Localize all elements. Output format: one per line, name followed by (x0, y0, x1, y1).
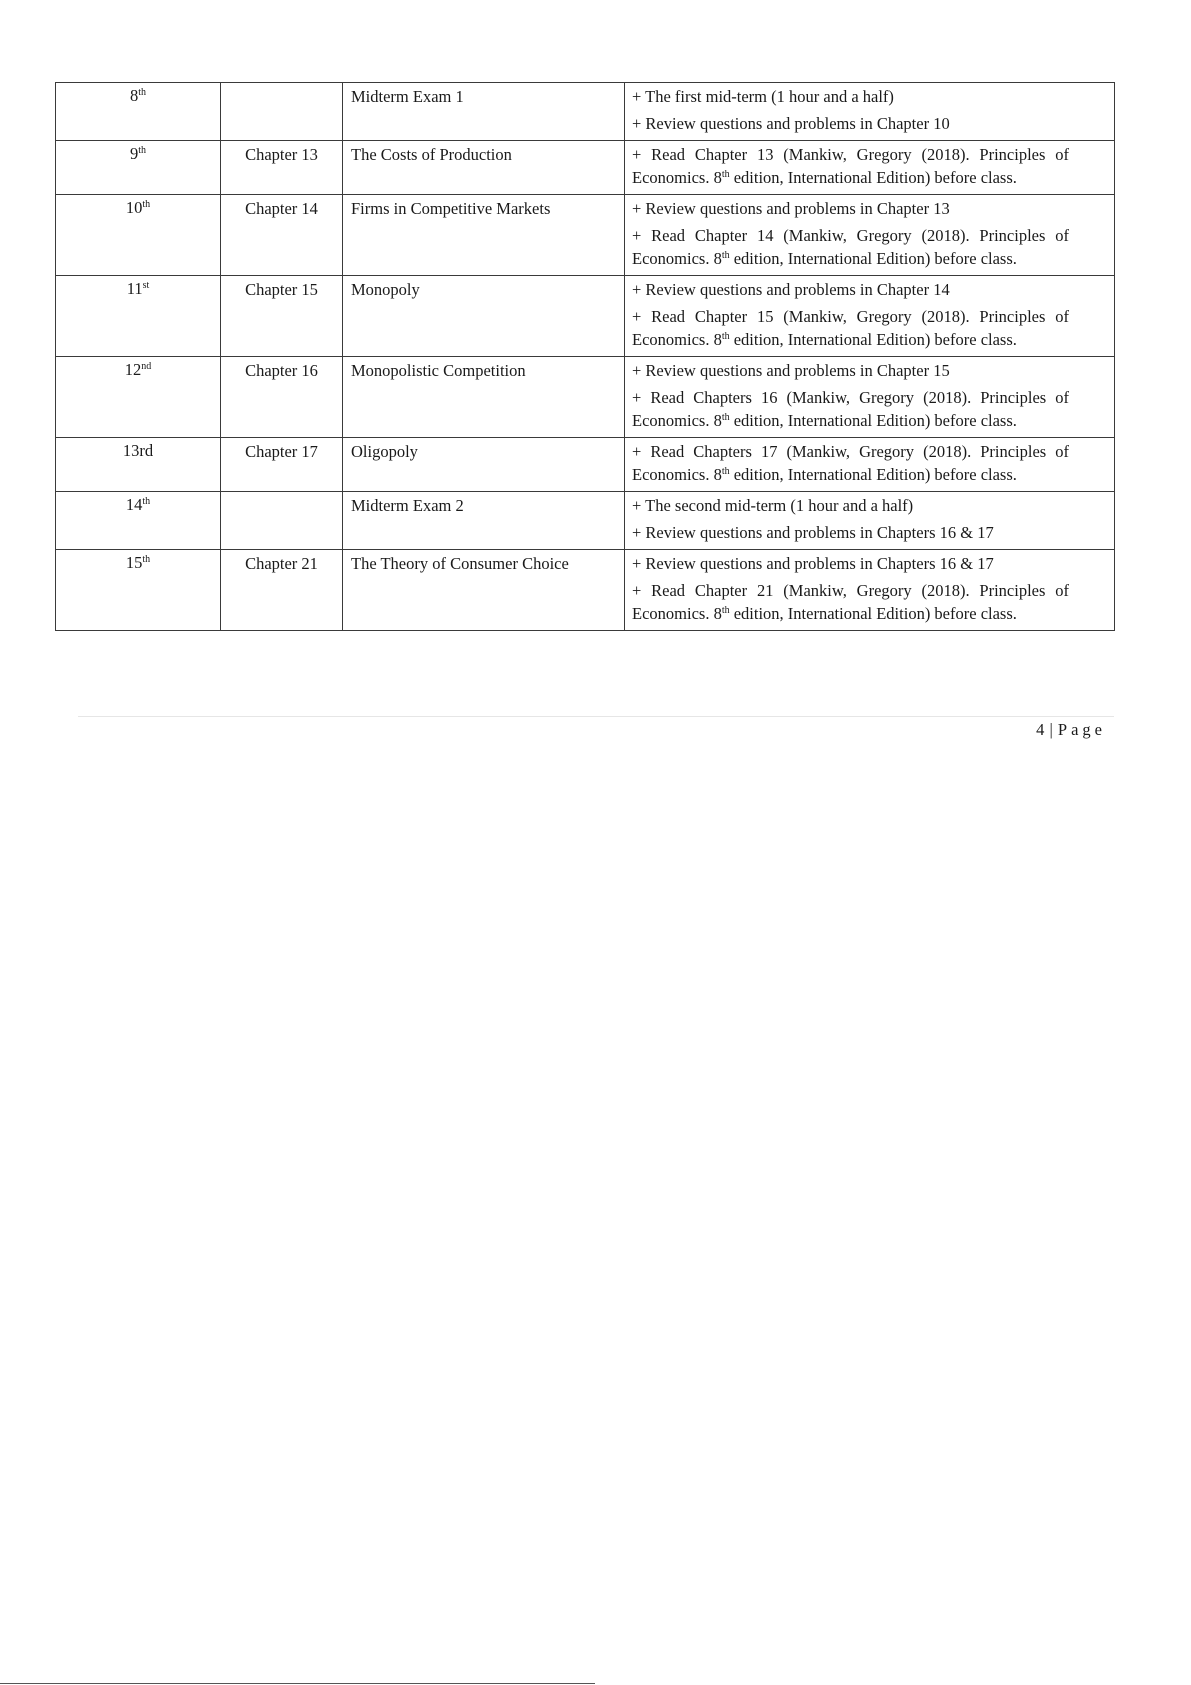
week-number: 11 (126, 279, 143, 298)
notes-cell (625, 83, 1115, 141)
topic-cell: Midterm Exam 1 (343, 83, 625, 141)
note-text: + The first mid-term (1 hour and a half) (632, 87, 894, 106)
note-text-continued: edition, International Edition) before class. (729, 411, 1017, 430)
chapter-cell: Chapter 15 (221, 276, 343, 357)
week-cell (56, 276, 221, 357)
note-text-continued: edition, International Edition) before class. (729, 249, 1017, 268)
edition-ordinal-suffix: th (721, 169, 730, 180)
note-line (632, 386, 1069, 432)
note-text: + Read Chapter 15 (Mankiw, Gregory (2018). Principles of Economics. 8 (632, 307, 1069, 349)
edition-ordinal-suffix: th (721, 466, 730, 477)
week-number: 13rd (122, 441, 154, 460)
note-text: + Read Chapters 16 (Mankiw, Gregory (2018). Principles of Economics. 8 (632, 388, 1069, 430)
table-row (56, 141, 1115, 195)
note-line (632, 85, 1069, 108)
week-number: 12 (124, 360, 142, 379)
table-row (56, 550, 1115, 631)
table-row (56, 276, 1115, 357)
week-number: 15 (125, 553, 143, 572)
notes-cell (625, 492, 1115, 550)
week-ordinal-suffix: st (142, 280, 150, 291)
chapter-cell (221, 492, 343, 550)
notes-cell (625, 438, 1115, 492)
note-line (632, 494, 1069, 517)
week-cell (56, 357, 221, 438)
chapter-cell: Chapter 14 (221, 195, 343, 276)
week-cell (56, 195, 221, 276)
note-line (632, 305, 1069, 351)
chapter-cell: Chapter 17 (221, 438, 343, 492)
topic-cell: The Costs of Production (343, 141, 625, 195)
note-text: + Review questions and problems in Chapters 16 & 17 (632, 523, 994, 542)
note-text: + Read Chapters 17 (Mankiw, Gregory (2018). Principles of Economics. 8 (632, 442, 1069, 484)
table-row (56, 83, 1115, 141)
course-schedule-table (55, 82, 1115, 631)
note-line (632, 224, 1069, 270)
note-line (632, 143, 1069, 189)
note-text: + Read Chapter 14 (Mankiw, Gregory (2018). Principles of Economics. 8 (632, 226, 1069, 268)
chapter-cell: Chapter 21 (221, 550, 343, 631)
week-ordinal-suffix: th (142, 496, 151, 507)
week-number: 9 (129, 144, 139, 163)
topic-cell: The Theory of Consumer Choice (343, 550, 625, 631)
note-text-continued: edition, International Edition) before class. (729, 330, 1017, 349)
note-text: + The second mid-term (1 hour and a half) (632, 496, 914, 515)
week-cell (56, 83, 221, 141)
page-number-value: 4 (1036, 720, 1045, 739)
schedule-table-body (56, 83, 1115, 631)
chapter-cell: Chapter 13 (221, 141, 343, 195)
note-line (632, 521, 1069, 544)
note-line (632, 278, 1069, 301)
note-line (632, 552, 1069, 575)
note-text-continued: edition, International Edition) before class. (729, 168, 1017, 187)
notes-cell (625, 141, 1115, 195)
note-text: + Review questions and problems in Chapter 15 (632, 361, 950, 380)
chapter-cell: Chapter 16 (221, 357, 343, 438)
note-line (632, 440, 1069, 486)
topic-cell: Firms in Competitive Markets (343, 195, 625, 276)
page-number-separator: | (1044, 720, 1058, 739)
topic-cell: Monopolistic Competition (343, 357, 625, 438)
note-text: + Read Chapter 21 (Mankiw, Gregory (2018). Principles of Economics. 8 (632, 581, 1069, 623)
note-line (632, 579, 1069, 625)
edition-ordinal-suffix: th (721, 412, 730, 423)
topic-cell: Midterm Exam 2 (343, 492, 625, 550)
page-label: Page (1057, 720, 1106, 739)
week-number: 10 (125, 198, 143, 217)
week-ordinal-suffix: th (142, 554, 151, 565)
week-cell (56, 438, 221, 492)
notes-cell (625, 550, 1115, 631)
note-text: + Read Chapter 13 (Mankiw, Gregory (2018). Principles of Economics. 8 (632, 145, 1069, 187)
table-row (56, 492, 1115, 550)
week-number: 14 (125, 495, 143, 514)
note-line (632, 197, 1069, 220)
footer-divider (78, 716, 1114, 717)
table-row (56, 195, 1115, 276)
note-text: + Review questions and problems in Chapter 10 (632, 114, 950, 133)
note-line (632, 359, 1069, 382)
notes-cell (625, 357, 1115, 438)
table-row (56, 438, 1115, 492)
topic-cell: Oligopoly (343, 438, 625, 492)
edition-ordinal-suffix: th (721, 331, 730, 342)
week-ordinal-suffix: nd (141, 361, 152, 372)
week-cell (56, 492, 221, 550)
edition-ordinal-suffix: th (721, 250, 730, 261)
notes-cell (625, 276, 1115, 357)
chapter-cell (221, 83, 343, 141)
table-row (56, 357, 1115, 438)
note-text: + Review questions and problems in Chapters 16 & 17 (632, 554, 994, 573)
topic-cell: Monopoly (343, 276, 625, 357)
page-number (1036, 720, 1106, 740)
week-number: 8 (129, 86, 139, 105)
note-text-continued: edition, International Edition) before class. (729, 604, 1017, 623)
note-text-continued: edition, International Edition) before class. (729, 465, 1017, 484)
note-line (632, 112, 1069, 135)
week-cell (56, 550, 221, 631)
week-ordinal-suffix: th (138, 87, 147, 98)
bottom-edge-rule (0, 1683, 595, 1684)
week-cell (56, 141, 221, 195)
week-ordinal-suffix: th (142, 199, 151, 210)
note-text: + Review questions and problems in Chapter 13 (632, 199, 950, 218)
edition-ordinal-suffix: th (721, 605, 730, 616)
notes-cell (625, 195, 1115, 276)
week-ordinal-suffix: th (138, 145, 147, 156)
note-text: + Review questions and problems in Chapter 14 (632, 280, 950, 299)
